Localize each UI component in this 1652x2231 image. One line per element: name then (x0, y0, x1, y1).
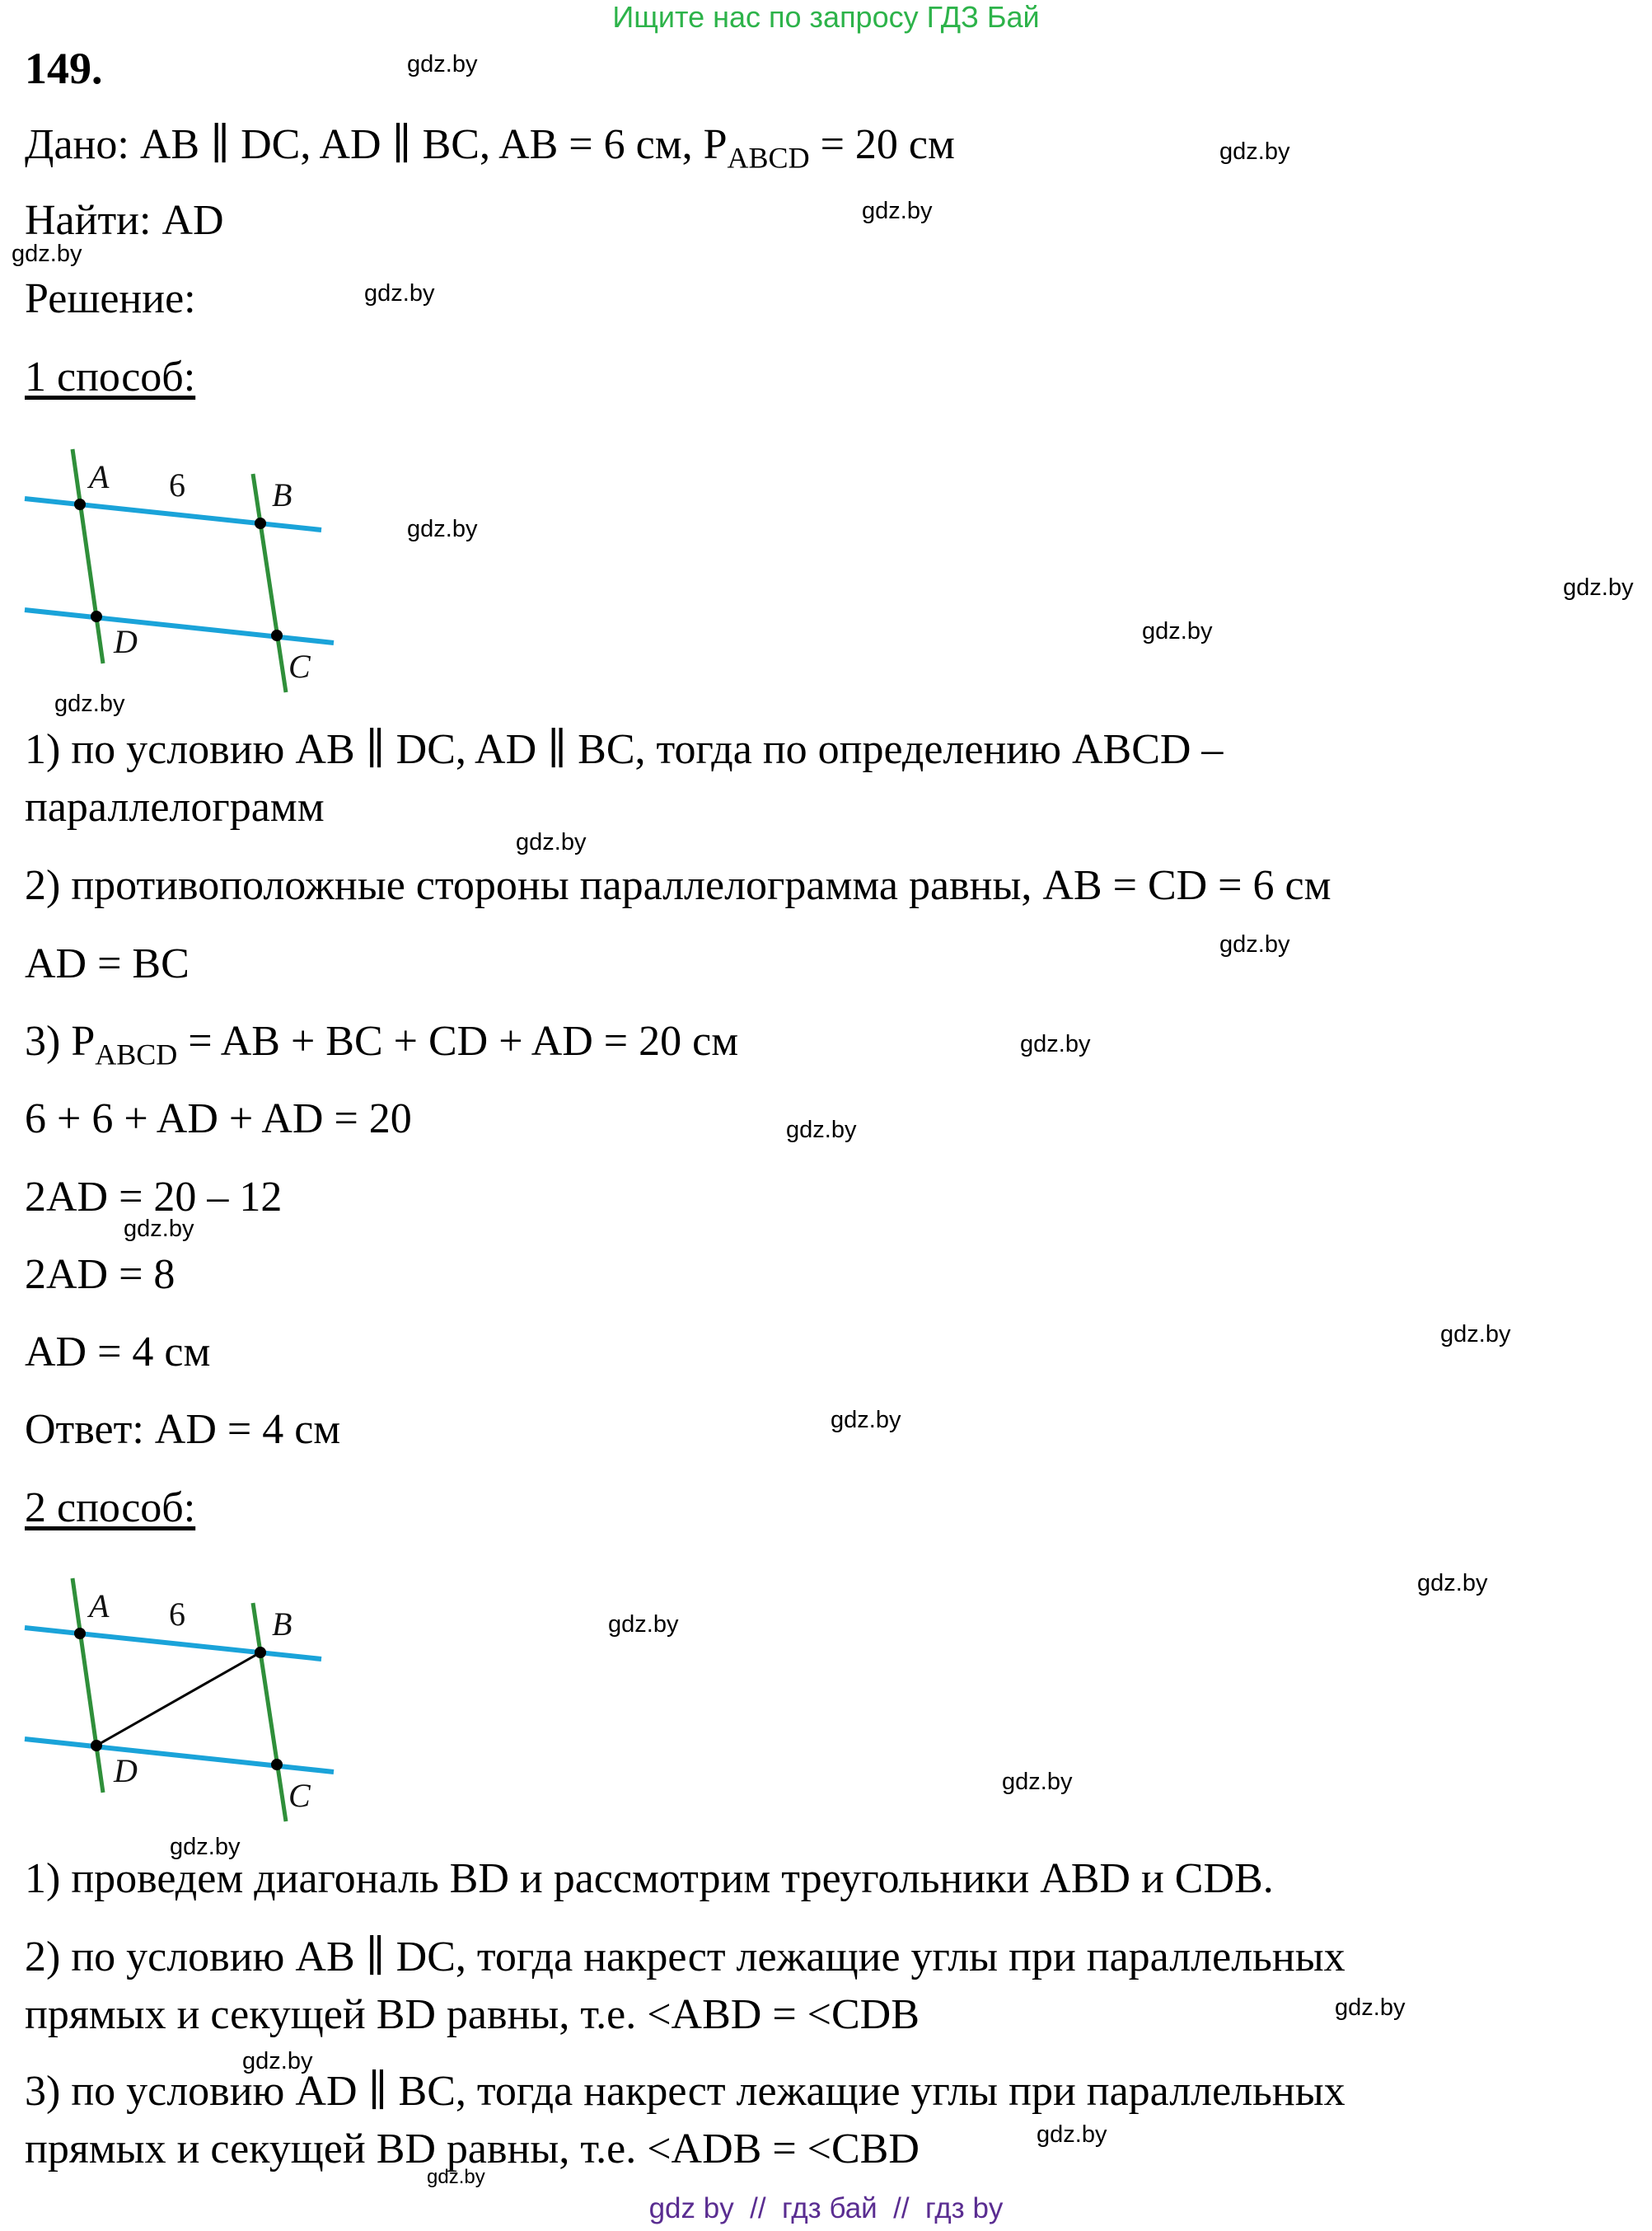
watermark: gdz.by (124, 1216, 194, 1242)
m2-step3b: прямых и секущей BD равны, т.е. <ADB = <CBD (25, 2126, 920, 2172)
watermark: gdz.by (831, 1407, 901, 1433)
label-c: C (288, 1777, 311, 1814)
method1-title: 1 способ: (25, 354, 196, 401)
watermark: gdz.by (1335, 1994, 1406, 2021)
watermark: gdz.by (170, 1834, 241, 1860)
m1-eq1: 6 + 6 + AD + AD = 20 (25, 1095, 412, 1142)
m1-step1b: параллелограмм (25, 784, 325, 831)
parallelogram-figure-2 (16, 1574, 363, 1830)
m1-step3-subscript: ABCD (95, 1038, 178, 1071)
watermark: gdz.by (54, 691, 125, 717)
given-subscript: ABCD (727, 141, 810, 175)
solution-label: Решение: (25, 275, 196, 322)
watermark: gdz.by (407, 516, 478, 542)
point-d (91, 1740, 102, 1751)
watermark: gdz.by (407, 51, 478, 77)
label-a: A (89, 458, 110, 495)
m1-step1a: 1) по условию AB ∥ DC, AD ∥ BC, тогда по определению ABCD – (25, 726, 1224, 773)
m1-answer: Ответ: AD = 4 см (25, 1406, 341, 1453)
watermark: gdz.by (1020, 1031, 1091, 1057)
parallelogram-figure-1 (16, 445, 363, 701)
label-c: C (288, 648, 311, 685)
given-prefix: Дано: AB ∥ DC, AD ∥ BC, AB = 6 см, P (25, 121, 728, 168)
watermark: gdz.by (364, 280, 435, 307)
m2-step2a: 2) по условию AB ∥ DC, тогда накрест лежащие углы при параллельных (25, 1933, 1345, 1980)
watermark: gdz.by (1219, 931, 1290, 958)
problem-number: 149. (25, 44, 103, 93)
m2-step1: 1) проведем диагональ BD и рассмотрим треугольники ABD и CDB. (25, 1855, 1274, 1902)
footer-links (0, 2192, 1652, 2225)
line-dc (25, 610, 334, 643)
m1-step3 (25, 1017, 738, 1079)
watermark: gdz.by (1002, 1769, 1073, 1795)
label-d: D (114, 623, 138, 660)
watermark: gdz.by (1142, 618, 1213, 644)
watermark: gdz.by (862, 198, 933, 224)
watermark: gdz.by (1563, 574, 1634, 601)
point-d (91, 611, 102, 622)
find-line: Найти: AD (25, 197, 224, 244)
label-length: 6 (169, 466, 185, 504)
watermark: gdz.by (1037, 2121, 1107, 2148)
m1-step3-suffix: = AB + BC + CD + AD = 20 см (177, 1018, 739, 1065)
line-dc (25, 1739, 334, 1772)
m2-step3a: 3) по условию AD ∥ BC, тогда накрест лежащие углы при параллельных (25, 2068, 1345, 2115)
watermark: gdz.by (1417, 1570, 1488, 1596)
point-b (255, 518, 266, 529)
label-d: D (114, 1752, 138, 1789)
watermark: gdz.by (427, 2166, 485, 2188)
label-b: B (272, 1605, 292, 1643)
point-c (271, 630, 283, 641)
watermark: gdz.by (1219, 138, 1290, 165)
point-a (74, 499, 86, 510)
method2-title: 2 способ: (25, 1484, 196, 1531)
watermark: gdz.by (242, 2048, 313, 2074)
given-suffix: = 20 см (809, 121, 955, 168)
watermark: gdz.by (12, 241, 82, 267)
label-a: A (89, 1587, 110, 1624)
point-b (255, 1647, 266, 1658)
m2-step2b: прямых и секущей BD равны, т.е. <ABD = <CDB (25, 1991, 920, 2038)
point-c (271, 1759, 283, 1770)
site-banner (0, 0, 1652, 35)
watermark: gdz.by (1440, 1321, 1511, 1348)
m1-step2b: AD = BC (25, 940, 190, 987)
m1-eq2: 2AD = 20 – 12 (25, 1174, 283, 1221)
watermark: gdz.by (608, 1611, 679, 1638)
site-banner-text: Ищите нас по запросу ГДЗ Бай (612, 0, 1040, 34)
label-b: B (272, 476, 292, 513)
m1-eq4: AD = 4 см (25, 1329, 211, 1376)
m1-step3-prefix: 3) P (25, 1018, 96, 1065)
given-line (25, 120, 955, 182)
watermark: gdz.by (516, 829, 587, 855)
m1-eq3: 2AD = 8 (25, 1251, 175, 1298)
m1-step2a: 2) противоположные стороны параллелограмма равны, AB = CD = 6 см (25, 862, 1331, 909)
footer-text: gdz by // гдз бай // гдз by (648, 2192, 1004, 2224)
label-length: 6 (169, 1596, 185, 1633)
diagonal-bd (96, 1652, 260, 1746)
point-a (74, 1628, 86, 1639)
watermark: gdz.by (786, 1117, 857, 1143)
